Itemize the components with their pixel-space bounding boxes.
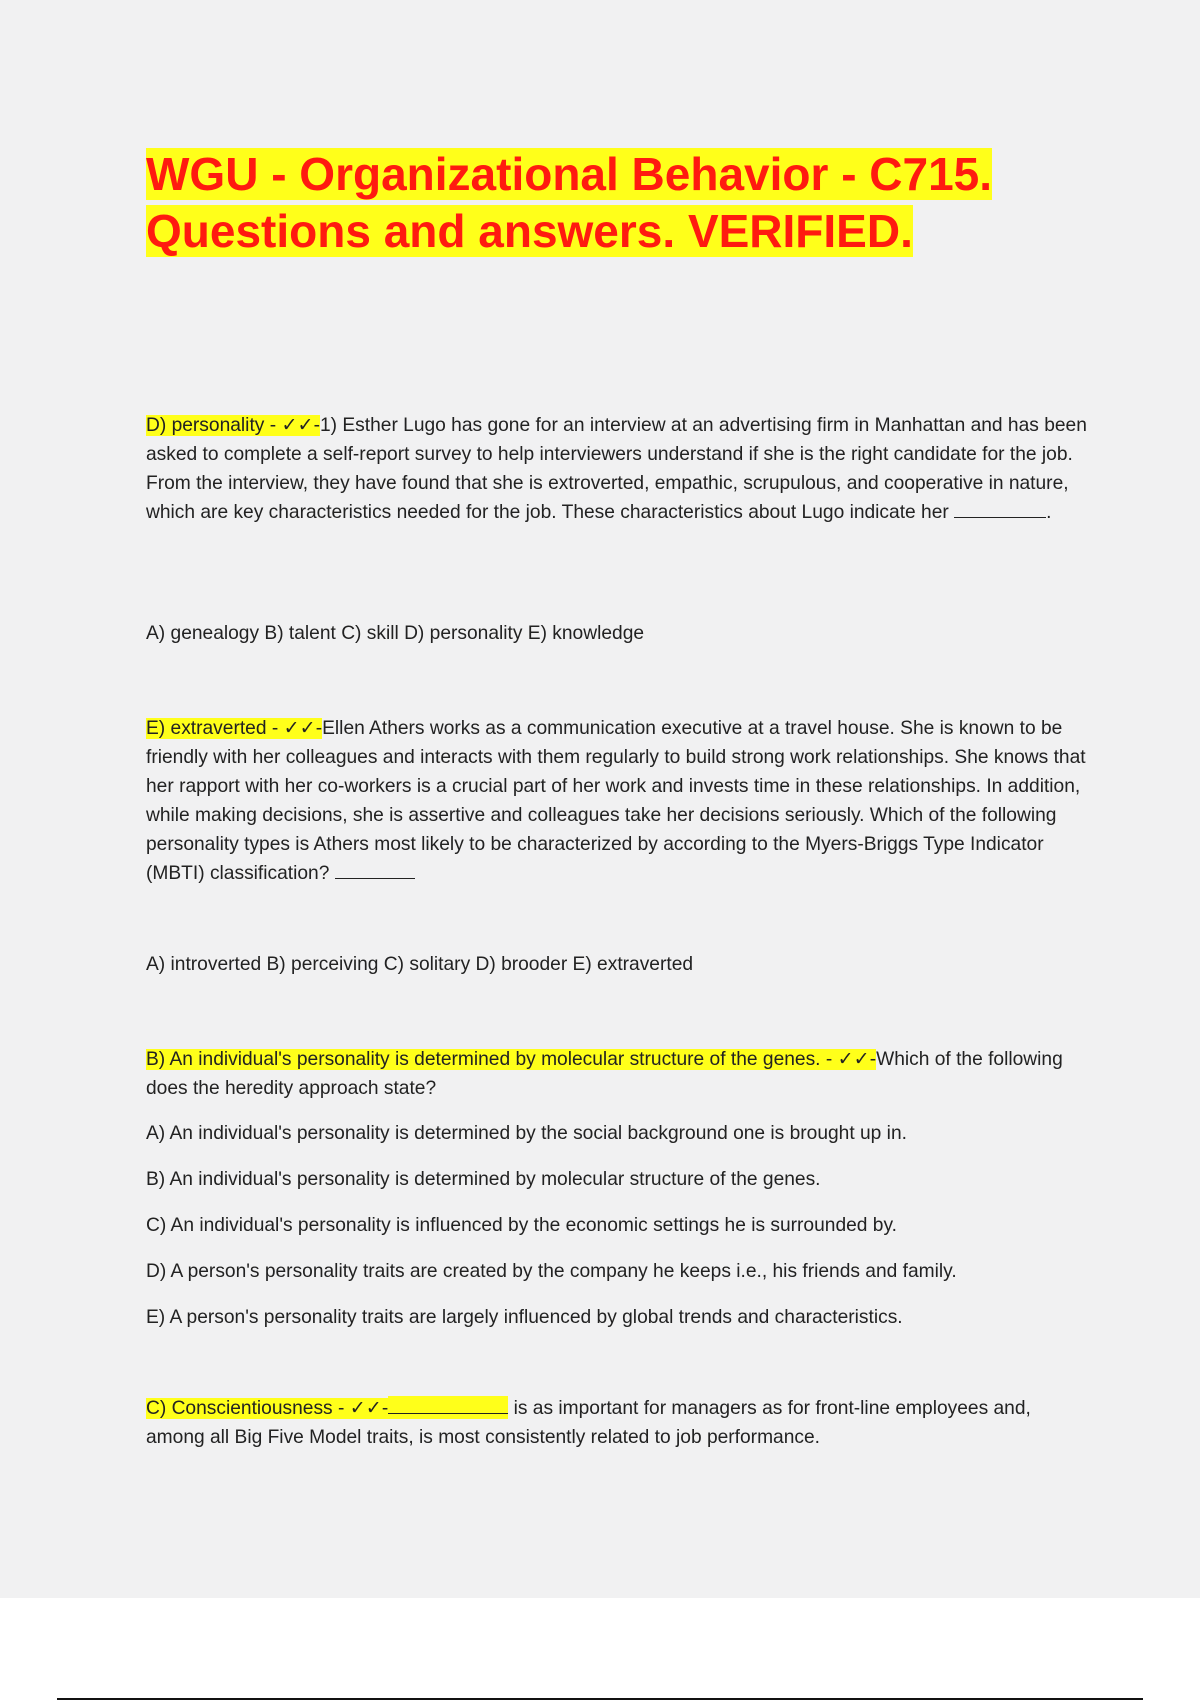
document-title — [146, 146, 1091, 260]
answer-text: E) extraverted — [146, 718, 267, 739]
answer-highlight: E) extraverted - ✓✓- — [146, 718, 323, 739]
option-item: C) An individual's personality is influenced by the economic settings he is surrounded by. — [146, 1215, 897, 1236]
answer-highlight: B) An individual's personality is determined by molecular structure of the genes. - ✓✓- — [146, 1049, 877, 1070]
question-text: Which of the following does the heredity approach state? — [146, 1049, 1063, 1099]
checkmark-icon: ✓✓ — [281, 415, 314, 436]
answer-text: D) personality — [146, 415, 265, 436]
answer-blank — [388, 1396, 508, 1414]
options-line-2: A) introverted B) perceiving C) solitary D) brooder E) extraverted — [146, 954, 694, 975]
checkmark-icon: ✓✓ — [283, 718, 316, 739]
question-paragraph — [146, 411, 1091, 527]
question-paragraph — [146, 714, 1091, 888]
option-item: A) An individual's personality is determined by the social background one is brought up in. — [146, 1123, 907, 1144]
question-paragraph — [146, 1045, 1091, 1103]
question-text: 1) Esther Lugo has gone for an interview at an advertising firm in Manhattan and has been asked to complete a self-report survey to help interviewers understand if she is the right candidate for the job. From the interview, they have found that she is extroverted, empathic, scrupulous, and cooperative in nature, which are key characteristics needed for the job. These characteristics about Lugo indicate her — [146, 415, 1087, 523]
options-list-3 — [146, 1120, 1091, 1350]
answer-highlight: C) Conscientiousness - ✓✓- — [146, 1398, 508, 1419]
question-block-2 — [146, 714, 1091, 888]
question-text: Ellen Athers works as a communication executive at a travel house. She is known to be friendly with her colleagues and interacts with them regularly to build strong work relationships. She knows that her rapport with her co-workers is a crucial part of her work and invests time in these relationships. In addition, while making decisions, she is assertive and colleagues take her decisions seriously. Which of the following personality types is Athers most likely to be characterized by according to the Myers-Briggs Type Indicator (MBTI) classification? — [146, 718, 1086, 884]
checkmark-icon: ✓✓ — [349, 1398, 382, 1419]
answer-text: C) Conscientiousness — [146, 1398, 333, 1419]
options-line-1: A) genealogy B) talent C) skill D) personality E) knowledge — [146, 623, 645, 644]
question-block-3 — [146, 1045, 1091, 1103]
answer-blank — [335, 861, 415, 879]
answer-text: B) An individual's personality is determined by molecular structure of the genes. — [146, 1049, 821, 1070]
question-end: . — [1046, 502, 1052, 523]
title-line-2: Questions and answers. VERIFIED. — [146, 205, 913, 257]
question-block-4 — [146, 1394, 1091, 1452]
question-paragraph — [146, 1394, 1091, 1452]
option-item: D) A person's personality traits are created by the company he keeps i.e., his friends and family. — [146, 1261, 957, 1282]
answer-highlight: D) personality - ✓✓- — [146, 415, 320, 436]
title-line-1: WGU - Organizational Behavior - C715. — [146, 148, 993, 200]
answer-blank — [954, 500, 1046, 518]
question-text: is as important for managers as for front-line employees and, among all Big Five Model traits, is most consistently related to job performance. — [146, 1398, 1031, 1448]
option-item: B) An individual's personality is determined by molecular structure of the genes. — [146, 1169, 821, 1190]
checkmark-icon: ✓✓ — [837, 1049, 870, 1070]
question-block-1 — [146, 411, 1091, 527]
option-item: E) A person's personality traits are largely influenced by global trends and characteristics. — [146, 1307, 903, 1328]
